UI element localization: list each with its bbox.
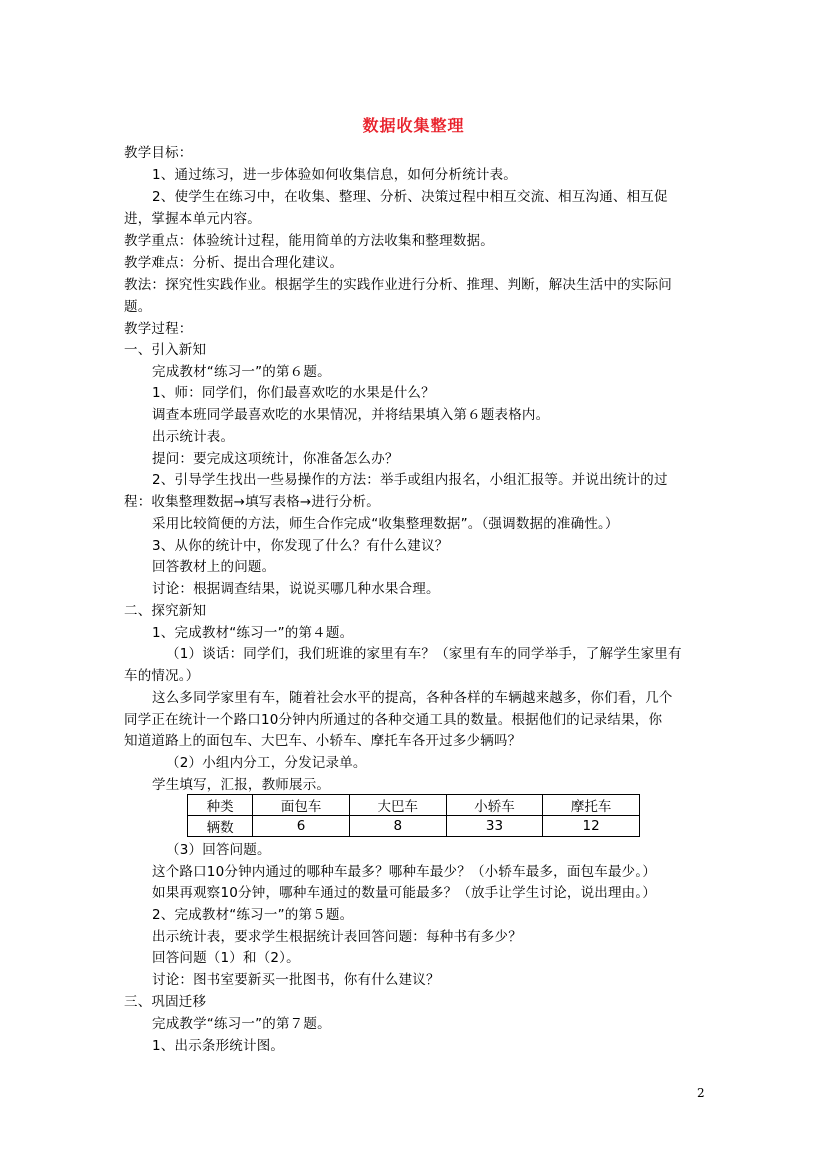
text-line: 2、引导学生找出一些易操作的方法：举手或组内报名，小组汇报等。并说出统计的过 (152, 472, 668, 488)
table-cell: 面包车 (253, 795, 350, 816)
text-line: 采用比较简便的方法，师生合作完成“收集整理数据”。（强调数据的准确性。） (152, 516, 619, 532)
text-line: 完成教材“练习一”的第６题。 (152, 364, 331, 380)
table-header-row (188, 795, 640, 816)
text-line: 教学目标： (124, 145, 193, 161)
page-number: 2 (697, 1086, 705, 1100)
table-cell: 33 (446, 816, 543, 837)
table-cell: 12 (543, 816, 640, 837)
text-line: 调查本班同学最喜欢吃的水果情况，并将结果填入第６题表格内。 (152, 407, 550, 423)
text-line: 学生填写，汇报，教师展示。 (152, 777, 331, 793)
table-cell: 小轿车 (446, 795, 543, 816)
text-line: 程：收集整理数据→填写表格→进行分析。 (124, 494, 380, 510)
text-line: 教学过程： (124, 321, 193, 337)
text-line: 如果再观察10分钟，哪种车通过的数量可能最多？（放手让学生讨论，说出理由。） (152, 885, 657, 901)
text-line: 回答教材上的问题。 (152, 559, 276, 575)
table-cell: 辆数 (188, 816, 253, 837)
section-heading: 三、巩固迁移 (124, 994, 207, 1010)
text-line: 2、使学生在练习中，在收集、整理、分析、决策过程中相互交流、相互沟通、相互促 (152, 189, 668, 205)
text-line: （2）小组内分工，分发记录单。 (166, 755, 367, 771)
text-line: （1）谈话：同学们，我们班谁的家里有车？（家里有车的同学举手，了解学生家里有 (166, 646, 682, 662)
text-line: 3、从你的统计中，你发现了什么？有什么建议？ (152, 538, 449, 554)
table-cell: 摩托车 (543, 795, 640, 816)
table-cell: 8 (349, 816, 446, 837)
table-cell: 种类 (188, 795, 253, 816)
text-line: 出示统计表。 (152, 429, 235, 445)
section-heading: 二、探究新知 (124, 603, 207, 619)
text-line: （3）回答问题。 (166, 842, 271, 858)
table-cell: 大巴车 (349, 795, 446, 816)
text-line: 题。 (124, 299, 152, 315)
text-line: 教法：探究性实践作业。根据学生的实践作业进行分析、推理、判断，解决生活中的实际问 (124, 277, 672, 293)
text-line: 这么多同学家里有车，随着社会水平的提高，各种各样的车辆越来越多，你们看，几个 (152, 690, 673, 706)
text-line: 完成教学“练习一”的第７题。 (152, 1016, 331, 1032)
document-title: 数据收集整理 (362, 116, 465, 135)
text-line: 回答问题（1）和（2）。 (152, 950, 300, 966)
text-line: 教学重点：体验统计过程，能用简单的方法收集和整理数据。 (124, 233, 494, 249)
text-line: 1、完成教材“练习一”的第４题。 (152, 625, 354, 641)
text-line: 1、出示条形统计图。 (152, 1038, 285, 1054)
text-line: 讨论：图书室要新买一批图书，你有什么建议？ (152, 972, 440, 988)
text-line: 讨论：根据调查结果，说说买哪几种水果合理。 (152, 581, 440, 597)
text-line: 知道道路上的面包车、大巴车、小轿车、摩托车各开过多少辆吗？ (124, 733, 522, 749)
table-cell: 6 (253, 816, 350, 837)
text-line: 提问：要完成这项统计，你准备怎么办？ (152, 451, 399, 467)
table-row (188, 816, 640, 837)
text-line: 2、完成教材“练习一”的第５题。 (152, 907, 354, 923)
section-heading: 一、引入新知 (124, 342, 207, 358)
text-line: 1、通过练习，进一步体验如何收集信息，如何分析统计表。 (152, 167, 517, 183)
vehicle-count-table (187, 794, 640, 837)
text-line: 出示统计表，要求学生根据统计表回答问题：每种书有多少？ (152, 929, 522, 945)
text-line: 这个路口10分钟内通过的哪种车最多？哪种车最少？（小轿车最多，面包车最少。） (152, 864, 657, 880)
text-line: 1、师：同学们，你们最喜欢吃的水果是什么？ (152, 385, 435, 401)
text-line: 进，掌握本单元内容。 (124, 211, 261, 227)
text-line: 教学难点：分析、提出合理化建议。 (124, 255, 344, 271)
text-line: 车的情况。） (124, 668, 200, 684)
text-line: 同学正在统计一个路口10分钟内所通过的各种交通工具的数量。根据他们的记录结果，你 (124, 712, 663, 728)
